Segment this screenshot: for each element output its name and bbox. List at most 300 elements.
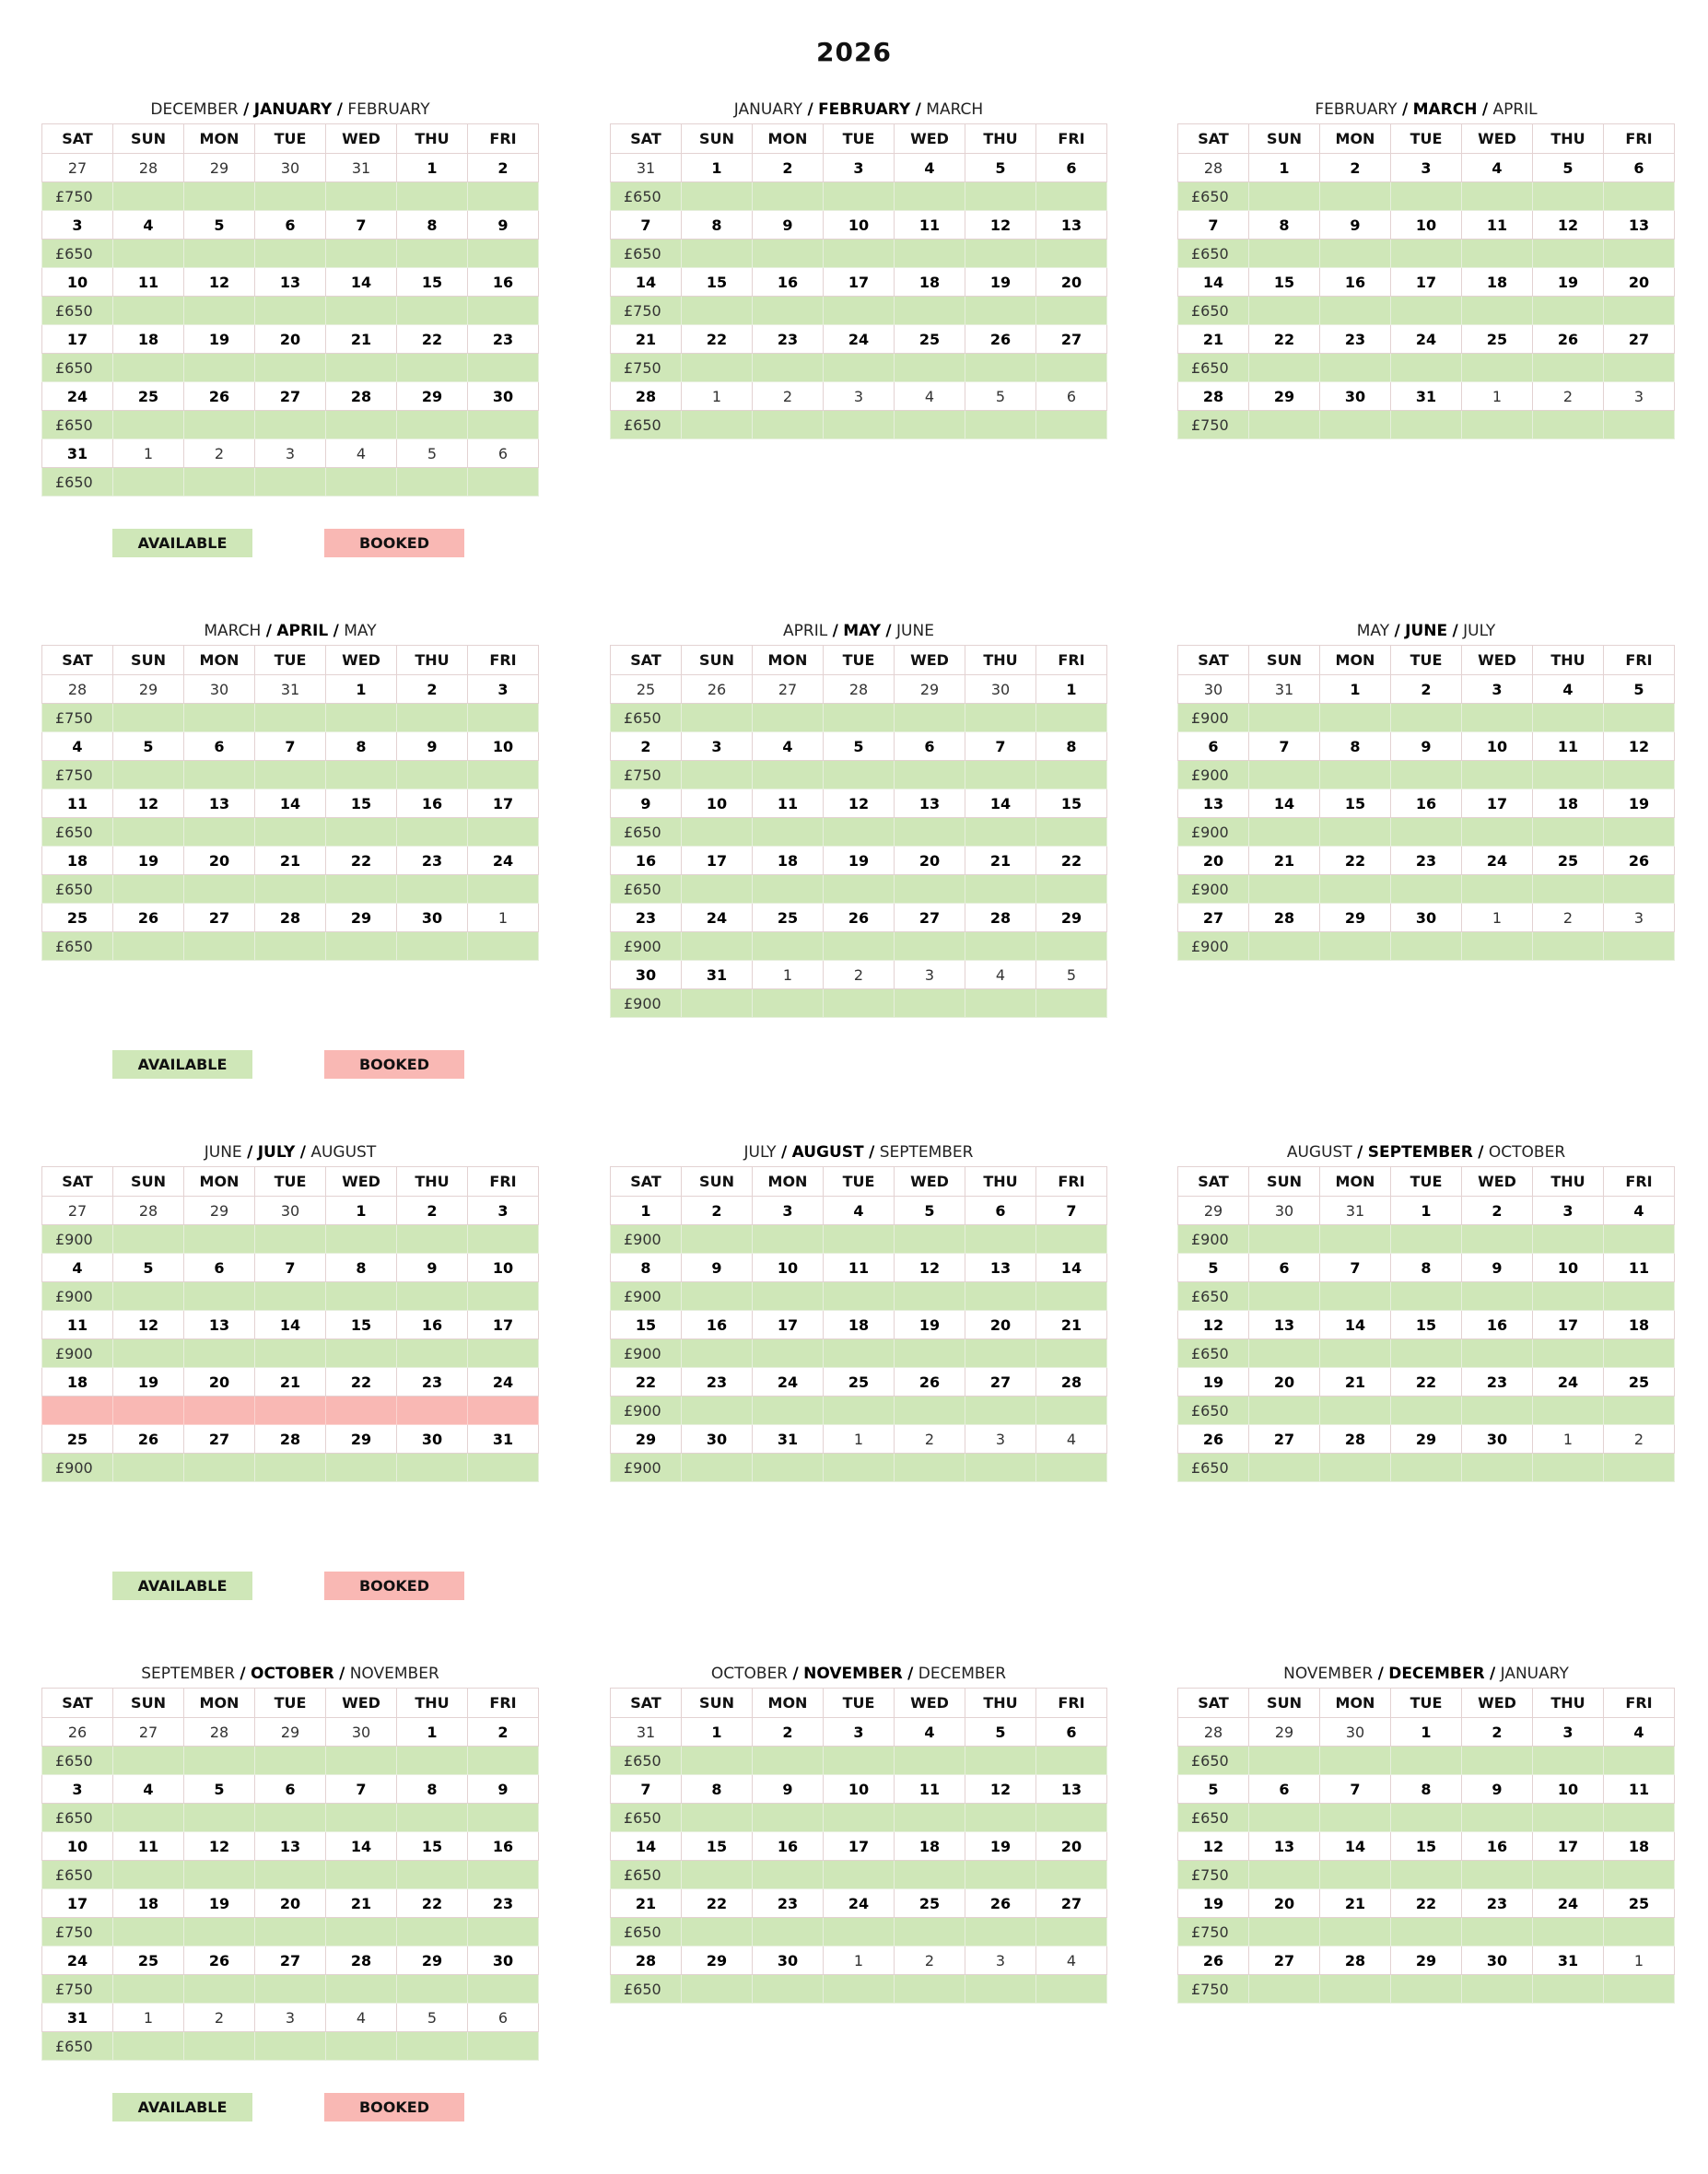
day-cell[interactable]: 25 [611, 675, 682, 704]
day-cell[interactable]: 6 [965, 1197, 1036, 1225]
day-cell[interactable]: 10 [42, 268, 113, 297]
week-price[interactable]: £650 [1178, 1282, 1249, 1311]
day-cell[interactable]: 29 [326, 904, 397, 932]
day-cell[interactable]: 3 [824, 382, 895, 411]
day-cell[interactable]: 21 [1249, 847, 1320, 875]
day-cell[interactable]: 22 [397, 1889, 468, 1918]
day-cell[interactable]: 1 [1533, 1425, 1604, 1454]
day-cell[interactable]: 7 [326, 1775, 397, 1804]
day-cell[interactable]: 1 [326, 1197, 397, 1225]
day-cell[interactable]: 1 [113, 439, 184, 468]
day-cell[interactable]: 13 [255, 1832, 326, 1861]
day-cell[interactable]: 28 [184, 1718, 255, 1747]
week-price[interactable]: £650 [42, 240, 113, 268]
week-price[interactable]: £750 [42, 182, 113, 211]
day-cell[interactable]: 10 [824, 211, 895, 240]
week-price[interactable]: £650 [1178, 1454, 1249, 1482]
week-price[interactable]: £650 [611, 1747, 682, 1775]
day-cell[interactable]: 2 [397, 1197, 468, 1225]
week-price[interactable]: £900 [1178, 818, 1249, 847]
day-cell[interactable]: 4 [1036, 1425, 1107, 1454]
day-cell[interactable]: 12 [1533, 211, 1604, 240]
day-cell[interactable]: 16 [1320, 268, 1391, 297]
week-price[interactable]: £650 [42, 468, 113, 497]
day-cell[interactable]: 26 [1178, 1425, 1249, 1454]
day-cell[interactable]: 1 [682, 154, 753, 182]
day-cell[interactable]: 29 [1178, 1197, 1249, 1225]
day-cell[interactable]: 10 [824, 1775, 895, 1804]
week-price[interactable]: £750 [42, 761, 113, 789]
day-cell[interactable]: 2 [1462, 1197, 1533, 1225]
week-price[interactable]: £650 [611, 1861, 682, 1889]
day-cell[interactable]: 18 [824, 1311, 895, 1339]
day-cell[interactable]: 29 [184, 154, 255, 182]
week-price[interactable]: £900 [1178, 932, 1249, 961]
day-cell[interactable]: 5 [824, 732, 895, 761]
week-price[interactable]: £900 [42, 1225, 113, 1254]
day-cell[interactable]: 20 [1249, 1368, 1320, 1397]
day-cell[interactable]: 12 [184, 268, 255, 297]
day-cell[interactable]: 19 [1178, 1889, 1249, 1918]
day-cell[interactable]: 11 [895, 211, 965, 240]
day-cell[interactable]: 1 [753, 961, 824, 989]
day-cell[interactable]: 27 [42, 154, 113, 182]
day-cell[interactable]: 27 [1036, 1889, 1107, 1918]
day-cell[interactable]: 28 [326, 1946, 397, 1975]
day-cell[interactable]: 1 [1462, 382, 1533, 411]
day-cell[interactable]: 3 [1604, 904, 1675, 932]
day-cell[interactable]: 5 [1178, 1254, 1249, 1282]
day-cell[interactable]: 3 [42, 1775, 113, 1804]
day-cell[interactable]: 15 [1391, 1311, 1462, 1339]
day-cell[interactable]: 24 [1533, 1889, 1604, 1918]
day-cell[interactable]: 26 [824, 904, 895, 932]
day-cell[interactable]: 17 [682, 847, 753, 875]
day-cell[interactable]: 10 [1391, 211, 1462, 240]
day-cell[interactable]: 4 [1462, 154, 1533, 182]
day-cell[interactable]: 7 [326, 211, 397, 240]
day-cell[interactable]: 26 [1604, 847, 1675, 875]
day-cell[interactable]: 9 [1462, 1254, 1533, 1282]
day-cell[interactable]: 31 [611, 1718, 682, 1747]
day-cell[interactable]: 5 [184, 1775, 255, 1804]
day-cell[interactable]: 2 [1533, 904, 1604, 932]
day-cell[interactable]: 12 [895, 1254, 965, 1282]
day-cell[interactable]: 24 [824, 325, 895, 354]
week-price[interactable]: £650 [1178, 297, 1249, 325]
day-cell[interactable]: 31 [1249, 675, 1320, 704]
day-cell[interactable]: 28 [1178, 382, 1249, 411]
day-cell[interactable]: 26 [42, 1718, 113, 1747]
day-cell[interactable]: 5 [397, 2004, 468, 2032]
day-cell[interactable]: 11 [113, 268, 184, 297]
week-price[interactable]: £750 [1178, 1918, 1249, 1946]
day-cell[interactable]: 6 [1036, 154, 1107, 182]
day-cell[interactable]: 16 [1462, 1832, 1533, 1861]
day-cell[interactable]: 31 [255, 675, 326, 704]
week-price[interactable]: £750 [1178, 1975, 1249, 2004]
day-cell[interactable]: 31 [42, 2004, 113, 2032]
day-cell[interactable]: 18 [113, 325, 184, 354]
week-price[interactable]: £750 [611, 297, 682, 325]
day-cell[interactable]: 9 [468, 211, 539, 240]
day-cell[interactable]: 16 [753, 268, 824, 297]
day-cell[interactable]: 2 [611, 732, 682, 761]
day-cell[interactable]: 15 [326, 1311, 397, 1339]
day-cell[interactable]: 19 [113, 847, 184, 875]
day-cell[interactable]: 3 [255, 439, 326, 468]
day-cell[interactable]: 1 [397, 1718, 468, 1747]
day-cell[interactable]: 4 [326, 439, 397, 468]
day-cell[interactable]: 14 [611, 268, 682, 297]
day-cell[interactable]: 30 [397, 904, 468, 932]
week-price[interactable]: £650 [611, 1804, 682, 1832]
day-cell[interactable]: 4 [1604, 1718, 1675, 1747]
day-cell[interactable]: 28 [113, 154, 184, 182]
day-cell[interactable]: 27 [255, 1946, 326, 1975]
day-cell[interactable]: 1 [468, 904, 539, 932]
day-cell[interactable]: 17 [824, 268, 895, 297]
day-cell[interactable]: 24 [42, 382, 113, 411]
day-cell[interactable]: 31 [1391, 382, 1462, 411]
day-cell[interactable]: 26 [1178, 1946, 1249, 1975]
day-cell[interactable]: 30 [611, 961, 682, 989]
day-cell[interactable]: 27 [113, 1718, 184, 1747]
day-cell[interactable]: 15 [682, 1832, 753, 1861]
day-cell[interactable]: 2 [895, 1946, 965, 1975]
day-cell[interactable]: 28 [113, 1197, 184, 1225]
day-cell[interactable]: 8 [611, 1254, 682, 1282]
day-cell[interactable]: 11 [1604, 1254, 1675, 1282]
day-cell[interactable]: 21 [611, 1889, 682, 1918]
day-cell[interactable]: 25 [895, 1889, 965, 1918]
day-cell[interactable]: 23 [468, 325, 539, 354]
day-cell[interactable]: 12 [184, 1832, 255, 1861]
day-cell[interactable]: 8 [397, 1775, 468, 1804]
day-cell[interactable]: 28 [1178, 1718, 1249, 1747]
day-cell[interactable]: 2 [682, 1197, 753, 1225]
day-cell[interactable]: 26 [965, 325, 1036, 354]
day-cell[interactable]: 29 [1320, 904, 1391, 932]
day-cell[interactable]: 21 [965, 847, 1036, 875]
week-price[interactable]: £650 [42, 875, 113, 904]
day-cell[interactable]: 13 [1036, 211, 1107, 240]
week-price[interactable]: £900 [1178, 1225, 1249, 1254]
day-cell[interactable]: 30 [1462, 1425, 1533, 1454]
day-cell[interactable]: 31 [326, 154, 397, 182]
week-price[interactable]: £650 [611, 411, 682, 439]
day-cell[interactable]: 1 [113, 2004, 184, 2032]
day-cell[interactable]: 30 [326, 1718, 397, 1747]
day-cell[interactable]: 6 [1036, 1718, 1107, 1747]
day-cell[interactable]: 18 [42, 1368, 113, 1397]
day-cell[interactable]: 3 [1391, 154, 1462, 182]
day-cell[interactable]: 27 [1249, 1946, 1320, 1975]
day-cell[interactable]: 3 [895, 961, 965, 989]
day-cell[interactable]: 25 [824, 1368, 895, 1397]
day-cell[interactable]: 16 [611, 847, 682, 875]
day-cell[interactable]: 11 [1604, 1775, 1675, 1804]
day-cell[interactable]: 5 [1178, 1775, 1249, 1804]
day-cell[interactable]: 11 [113, 1832, 184, 1861]
day-cell[interactable]: 9 [682, 1254, 753, 1282]
day-cell[interactable]: 30 [1462, 1946, 1533, 1975]
day-cell[interactable]: 5 [184, 211, 255, 240]
day-cell[interactable]: 13 [184, 1311, 255, 1339]
day-cell[interactable]: 12 [113, 1311, 184, 1339]
day-cell[interactable]: 5 [965, 382, 1036, 411]
day-cell[interactable]: 29 [895, 675, 965, 704]
day-cell[interactable]: 9 [1320, 211, 1391, 240]
day-cell[interactable]: 11 [42, 1311, 113, 1339]
day-cell[interactable]: 29 [255, 1718, 326, 1747]
day-cell[interactable]: 28 [1249, 904, 1320, 932]
day-cell[interactable]: 20 [895, 847, 965, 875]
day-cell[interactable]: 30 [682, 1425, 753, 1454]
day-cell[interactable]: 10 [1533, 1254, 1604, 1282]
day-cell[interactable]: 26 [184, 382, 255, 411]
day-cell[interactable]: 15 [1249, 268, 1320, 297]
day-cell[interactable]: 24 [1533, 1368, 1604, 1397]
day-cell[interactable]: 12 [965, 1775, 1036, 1804]
day-cell[interactable]: 13 [1178, 789, 1249, 818]
week-price[interactable]: £650 [611, 1975, 682, 2004]
day-cell[interactable]: 3 [965, 1946, 1036, 1975]
day-cell[interactable]: 8 [397, 211, 468, 240]
day-cell[interactable]: 8 [326, 732, 397, 761]
day-cell[interactable]: 7 [611, 211, 682, 240]
week-price[interactable]: £750 [611, 354, 682, 382]
week-price[interactable]: £650 [42, 932, 113, 961]
day-cell[interactable]: 2 [824, 961, 895, 989]
day-cell[interactable]: 21 [611, 325, 682, 354]
day-cell[interactable]: 28 [611, 1946, 682, 1975]
week-price[interactable]: £650 [1178, 1397, 1249, 1425]
day-cell[interactable]: 23 [753, 1889, 824, 1918]
week-price[interactable]: £650 [1178, 354, 1249, 382]
day-cell[interactable]: 17 [824, 1832, 895, 1861]
week-price[interactable]: £650 [42, 2032, 113, 2061]
day-cell[interactable]: 7 [1320, 1254, 1391, 1282]
day-cell[interactable]: 3 [1462, 675, 1533, 704]
day-cell[interactable]: 13 [255, 268, 326, 297]
week-price[interactable]: £900 [611, 1339, 682, 1368]
day-cell[interactable]: 25 [113, 1946, 184, 1975]
day-cell[interactable]: 5 [895, 1197, 965, 1225]
day-cell[interactable]: 12 [1178, 1832, 1249, 1861]
day-cell[interactable]: 30 [184, 675, 255, 704]
day-cell[interactable]: 3 [1533, 1718, 1604, 1747]
day-cell[interactable]: 10 [753, 1254, 824, 1282]
day-cell[interactable]: 28 [42, 675, 113, 704]
week-price[interactable]: £650 [611, 704, 682, 732]
day-cell[interactable]: 14 [1249, 789, 1320, 818]
day-cell[interactable]: 1 [824, 1425, 895, 1454]
day-cell[interactable]: 2 [753, 154, 824, 182]
day-cell[interactable]: 20 [1249, 1889, 1320, 1918]
day-cell[interactable]: 23 [1320, 325, 1391, 354]
day-cell[interactable]: 20 [184, 847, 255, 875]
day-cell[interactable]: 3 [255, 2004, 326, 2032]
day-cell[interactable]: 27 [895, 904, 965, 932]
day-cell[interactable]: 25 [1462, 325, 1533, 354]
day-cell[interactable]: 15 [397, 268, 468, 297]
day-cell[interactable]: 15 [1036, 789, 1107, 818]
day-cell[interactable]: 20 [1036, 1832, 1107, 1861]
week-price[interactable]: £650 [1178, 1804, 1249, 1832]
day-cell[interactable]: 4 [42, 732, 113, 761]
week-price[interactable]: £650 [611, 182, 682, 211]
day-cell[interactable]: 18 [113, 1889, 184, 1918]
day-cell[interactable]: 13 [1604, 211, 1675, 240]
day-cell[interactable]: 6 [468, 2004, 539, 2032]
day-cell[interactable]: 20 [184, 1368, 255, 1397]
week-price[interactable]: £650 [42, 1747, 113, 1775]
day-cell[interactable]: 25 [753, 904, 824, 932]
day-cell[interactable]: 27 [184, 904, 255, 932]
day-cell[interactable]: 29 [397, 1946, 468, 1975]
day-cell[interactable]: 6 [184, 1254, 255, 1282]
day-cell[interactable]: 19 [965, 1832, 1036, 1861]
day-cell[interactable]: 19 [895, 1311, 965, 1339]
day-cell[interactable]: 16 [468, 268, 539, 297]
day-cell[interactable]: 29 [113, 675, 184, 704]
day-cell[interactable]: 6 [468, 439, 539, 468]
day-cell[interactable]: 25 [1604, 1889, 1675, 1918]
day-cell[interactable]: 19 [965, 268, 1036, 297]
day-cell[interactable]: 16 [397, 1311, 468, 1339]
day-cell[interactable]: 14 [255, 789, 326, 818]
week-price[interactable]: £900 [42, 1339, 113, 1368]
day-cell[interactable]: 9 [397, 1254, 468, 1282]
day-cell[interactable]: 17 [468, 1311, 539, 1339]
day-cell[interactable]: 24 [824, 1889, 895, 1918]
week-price[interactable]: £650 [611, 818, 682, 847]
day-cell[interactable]: 8 [1036, 732, 1107, 761]
day-cell[interactable]: 22 [682, 325, 753, 354]
day-cell[interactable]: 17 [42, 325, 113, 354]
day-cell[interactable]: 16 [753, 1832, 824, 1861]
day-cell[interactable]: 1 [1249, 154, 1320, 182]
day-cell[interactable]: 18 [1604, 1311, 1675, 1339]
day-cell[interactable]: 29 [682, 1946, 753, 1975]
day-cell[interactable]: 25 [895, 325, 965, 354]
day-cell[interactable]: 6 [1604, 154, 1675, 182]
day-cell[interactable]: 4 [1604, 1197, 1675, 1225]
week-price[interactable]: £650 [1178, 240, 1249, 268]
week-price[interactable]: £900 [611, 1454, 682, 1482]
day-cell[interactable]: 27 [1604, 325, 1675, 354]
day-cell[interactable]: 20 [1604, 268, 1675, 297]
day-cell[interactable]: 27 [184, 1425, 255, 1454]
day-cell[interactable]: 22 [326, 1368, 397, 1397]
day-cell[interactable]: 31 [468, 1425, 539, 1454]
day-cell[interactable]: 5 [1036, 961, 1107, 989]
week-price[interactable]: £650 [42, 1861, 113, 1889]
day-cell[interactable]: 19 [824, 847, 895, 875]
day-cell[interactable]: 22 [397, 325, 468, 354]
day-cell[interactable]: 24 [753, 1368, 824, 1397]
week-price[interactable]: £750 [1178, 1861, 1249, 1889]
day-cell[interactable]: 29 [184, 1197, 255, 1225]
week-price[interactable]: £900 [611, 1282, 682, 1311]
day-cell[interactable]: 1 [1604, 1946, 1675, 1975]
week-price[interactable]: £650 [42, 818, 113, 847]
week-price[interactable]: £650 [611, 1918, 682, 1946]
day-cell[interactable]: 8 [1391, 1775, 1462, 1804]
day-cell[interactable]: 10 [468, 1254, 539, 1282]
day-cell[interactable]: 9 [1391, 732, 1462, 761]
day-cell[interactable]: 26 [895, 1368, 965, 1397]
day-cell[interactable]: 29 [1391, 1425, 1462, 1454]
week-price[interactable]: £650 [42, 411, 113, 439]
day-cell[interactable]: 7 [965, 732, 1036, 761]
day-cell[interactable]: 22 [326, 847, 397, 875]
day-cell[interactable]: 18 [1533, 789, 1604, 818]
day-cell[interactable]: 16 [1462, 1311, 1533, 1339]
day-cell[interactable]: 26 [113, 1425, 184, 1454]
week-price[interactable]: £650 [611, 240, 682, 268]
day-cell[interactable]: 2 [397, 675, 468, 704]
day-cell[interactable]: 21 [326, 325, 397, 354]
day-cell[interactable]: 29 [1249, 1718, 1320, 1747]
day-cell[interactable]: 4 [113, 211, 184, 240]
day-cell[interactable]: 5 [965, 154, 1036, 182]
day-cell[interactable]: 14 [1178, 268, 1249, 297]
day-cell[interactable]: 21 [1320, 1368, 1391, 1397]
day-cell[interactable]: 29 [397, 382, 468, 411]
day-cell[interactable]: 6 [184, 732, 255, 761]
day-cell[interactable]: 30 [1320, 1718, 1391, 1747]
day-cell[interactable]: 2 [184, 2004, 255, 2032]
day-cell[interactable]: 30 [1249, 1197, 1320, 1225]
day-cell[interactable]: 7 [1249, 732, 1320, 761]
day-cell[interactable]: 22 [1320, 847, 1391, 875]
day-cell[interactable]: 21 [1178, 325, 1249, 354]
day-cell[interactable]: 6 [255, 1775, 326, 1804]
day-cell[interactable]: 29 [1036, 904, 1107, 932]
day-cell[interactable]: 2 [184, 439, 255, 468]
day-cell[interactable]: 30 [1178, 675, 1249, 704]
day-cell[interactable]: 3 [824, 1718, 895, 1747]
day-cell[interactable]: 26 [682, 675, 753, 704]
day-cell[interactable]: 23 [468, 1889, 539, 1918]
day-cell[interactable]: 17 [468, 789, 539, 818]
week-price[interactable]: £650 [42, 354, 113, 382]
day-cell[interactable]: 14 [1036, 1254, 1107, 1282]
day-cell[interactable]: 11 [824, 1254, 895, 1282]
day-cell[interactable]: 27 [965, 1368, 1036, 1397]
day-cell[interactable]: 18 [1604, 1832, 1675, 1861]
day-cell[interactable]: 16 [1391, 789, 1462, 818]
day-cell[interactable]: 4 [326, 2004, 397, 2032]
day-cell[interactable]: 4 [965, 961, 1036, 989]
day-cell[interactable]: 28 [965, 904, 1036, 932]
day-cell[interactable]: 19 [184, 1889, 255, 1918]
day-cell[interactable]: 24 [682, 904, 753, 932]
day-cell[interactable]: 23 [753, 325, 824, 354]
day-cell[interactable]: 2 [1320, 154, 1391, 182]
week-price[interactable]: £750 [42, 1918, 113, 1946]
day-cell[interactable]: 8 [1320, 732, 1391, 761]
day-cell[interactable]: 25 [1533, 847, 1604, 875]
day-cell[interactable]: 22 [611, 1368, 682, 1397]
day-cell[interactable]: 7 [1178, 211, 1249, 240]
day-cell[interactable]: 16 [397, 789, 468, 818]
day-cell[interactable]: 9 [397, 732, 468, 761]
day-cell[interactable]: 6 [1036, 382, 1107, 411]
day-cell[interactable]: 31 [682, 961, 753, 989]
